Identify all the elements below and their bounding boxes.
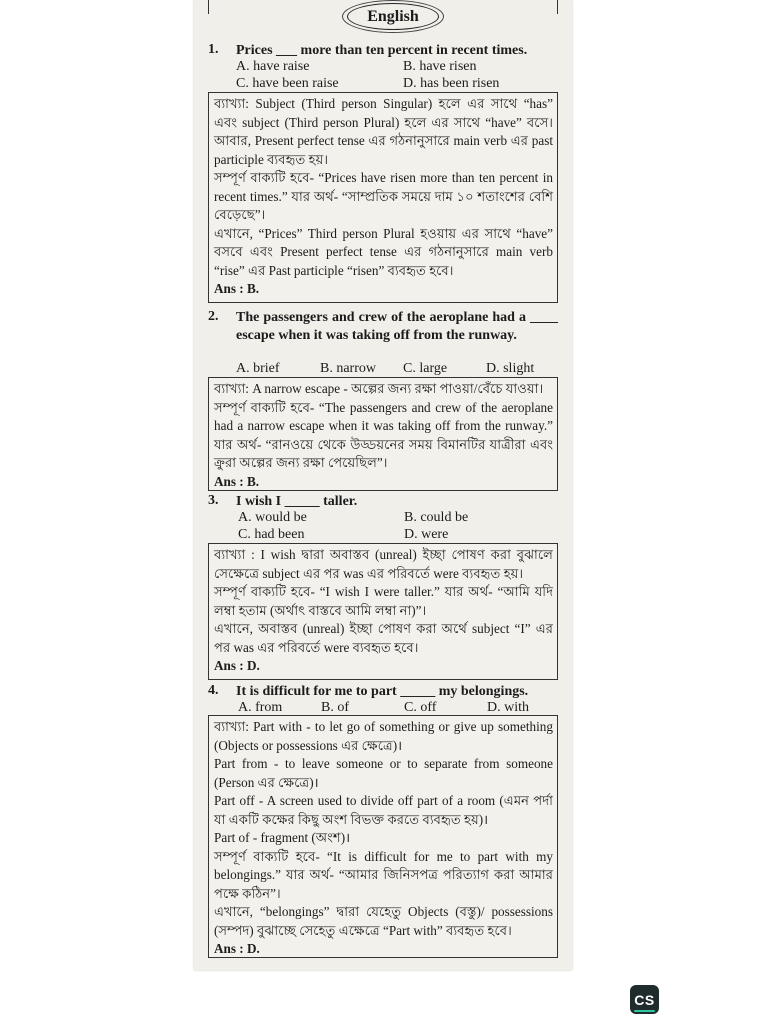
option-a: A. from — [238, 700, 283, 715]
option-d: D. with — [487, 700, 529, 715]
answer-text: Ans : B. — [214, 281, 260, 296]
explanation-paragraph: সম্পূর্ণ বাক্যটি হবে- “The passengers and crew of the aeroplane had a narrow escape when it was taking off from the runway.” যার অর্থ- “রানওয়ে থেকে উড্ডয়নের সময় বিমানটির যাত্রীরা এবং ক্রুরা অল্পের জন্য রক্ষা পেয়েছিল”। — [214, 399, 553, 470]
option-a: A. brief — [236, 361, 280, 376]
explanation-paragraph: এখানে, “belongings” দ্বারা যেহেতু Objects (বস্তু)/ possessions (সম্পদ) বুঝাচ্ছে সেহেতু এক্ষেত্রে “Part with” ব্যবহৃত হবে। — [214, 904, 553, 938]
header-frame — [208, 0, 558, 32]
option-b: B. of — [321, 700, 349, 715]
explanation-paragraph: সম্পূর্ণ বাক্যটি হবে- “I wish I were taller.” যার অর্থ- “আমি যদি লম্বা হতাম (অর্থাৎ বাস্তবে আমি লম্বা না)”। — [214, 584, 553, 618]
option-c: C. have been raise — [236, 76, 339, 91]
question-stem: I wish I _____ taller. — [236, 494, 358, 509]
question-number: 4. — [208, 683, 219, 698]
explanation-box-2 — [208, 377, 558, 491]
question-2 — [208, 309, 558, 361]
answer-text: Ans : B. — [214, 473, 260, 489]
question-3 — [208, 493, 558, 511]
explanation-paragraph: এখানে, অবাস্তব (unreal) ইচ্ছা পোষণ করা অর্থে subject “I” এর পর was এর পরিবর্তে were ব্যবহৃত হবে। — [214, 621, 553, 655]
camscanner-badge-icon — [630, 985, 659, 1014]
option-c: C. off — [404, 700, 437, 715]
explanation-paragraph: ব্যাখ্যা: Part with - to let go of something or give up something (Objects or possessions এর ক্ষেত্রে)। — [214, 719, 553, 753]
explanation-paragraph: Part of - fragment (অংশ)। — [214, 830, 351, 845]
header-frame-right-line — [557, 0, 558, 14]
option-c: C. had been — [238, 527, 305, 542]
option-c: C. large — [403, 361, 448, 376]
question-4 — [208, 683, 558, 701]
option-d: D. has been risen — [403, 76, 500, 91]
option-d: D. slight — [486, 361, 535, 376]
question-1 — [208, 42, 558, 60]
option-d: D. were — [404, 527, 449, 542]
answer-text: Ans : D. — [214, 941, 260, 956]
option-a: A. have raise — [236, 59, 310, 74]
explanation-box-3 — [208, 543, 558, 680]
explanation-paragraph: এখানে, “Prices” Third person Plural হওয়ায় এর সাথে “have” বসবে এবং Present perfect tense এর গঠনানুসারে main verb “rise” এর Past participle “risen” ব্যবহৃত হবে। — [214, 225, 553, 278]
explanation-paragraph: সম্পূর্ণ বাক্যটি হবে- “It is difficult for me to part with my belongings.” যার অর্থ- “আমার জিনিসপত্র পরিত্যাগ করা আমার পক্ষে কঠিন”। — [214, 848, 553, 901]
explanation-box-4 — [208, 715, 558, 958]
explanation-paragraph: Part off - A screen used to divide off part of a room (এমন পর্দা যা একটি কক্ষের কিছু অংশ বিভক্ত করতে ব্যবহৃত হয়)। — [214, 793, 553, 827]
section-title: English — [347, 3, 439, 30]
explanation-box-1 — [208, 92, 558, 303]
question-number: 1. — [208, 42, 219, 57]
explanation-paragraph: Part from - to leave someone or to separate from someone (Person এর ক্ষেত্রে)। — [214, 756, 553, 790]
explanation-paragraph: ব্যাখ্যা: A narrow escape - অল্পের জন্য রক্ষা পাওয়া/বেঁচে যাওয়া। — [214, 381, 544, 396]
camscanner-badge-text: CS — [634, 991, 655, 1008]
option-b: B. narrow — [320, 361, 376, 376]
question-stem: The passengers and crew of the aeroplane had a ____ escape when it was taking off from the runway. — [236, 310, 558, 343]
explanation-paragraph: ব্যাখ্যা: Subject (Third person Singular) হলে এর সাথে “has” এবং subject (Third person Plural) হলে এর সাথে “have” বসে। আবার, Present perfect tense এর গঠনানুসারে main verb এর past participle ব্যবহৃত হয়। — [214, 96, 553, 167]
question-number: 3. — [208, 493, 219, 508]
document-page — [194, 0, 572, 970]
explanation-paragraph: সম্পূর্ণ বাক্যটি হবে- “Prices have risen more than ten percent in recent times.” যার অর্থ- “সাম্প্রতিক সময়ে দাম ১০ শতাংশের বেশি বেড়েছে”। — [214, 170, 553, 222]
option-b: B. could be — [404, 510, 469, 525]
question-stem: Prices ___ more than ten percent in recent times. — [236, 43, 528, 58]
header-frame-left-line — [208, 0, 209, 14]
question-stem: It is difficult for me to part _____ my belongings. — [236, 684, 529, 699]
option-b: B. have risen — [403, 59, 477, 74]
question-number: 2. — [208, 309, 219, 324]
answer-text: Ans : D. — [214, 658, 260, 673]
explanation-paragraph: ব্যাখ্যা : I wish দ্বারা অবাস্তব (unreal) ইচ্ছা পোষণ করা বুঝালে সেক্ষেত্রে subject এর পর was এর পরিবর্তে were ব্যবহৃত হয়। — [214, 547, 553, 581]
option-a: A. would be — [238, 510, 307, 525]
